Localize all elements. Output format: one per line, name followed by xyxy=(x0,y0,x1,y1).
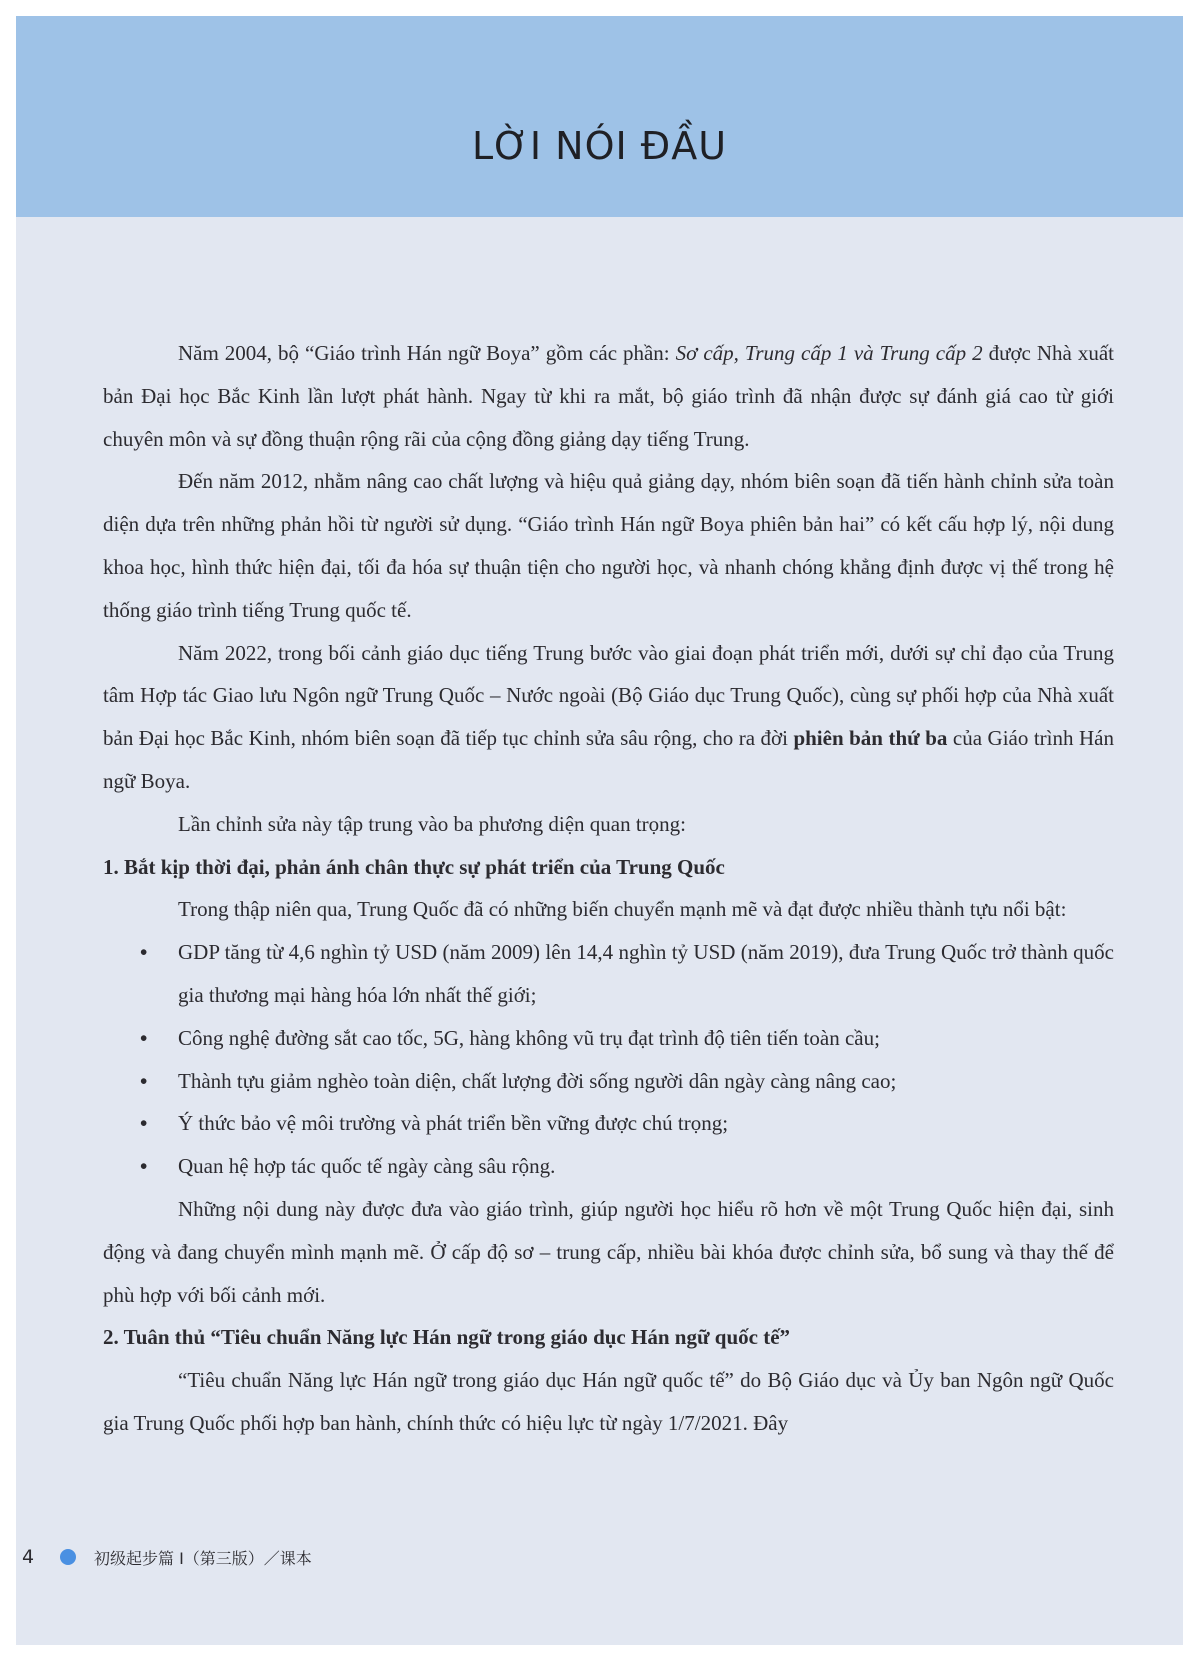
list-item xyxy=(103,1145,1114,1188)
list-item-text: Quan hệ hợp tác quốc tế ngày càng sâu rộng. xyxy=(178,1154,556,1179)
list-item-text: Ý thức bảo vệ môi trường và phát triển bền vững được chú trọng; xyxy=(178,1111,729,1136)
book-title: 初级起步篇 I（第三版）／课本 xyxy=(94,1548,312,1568)
paragraph-2: Đến năm 2012, nhằm nâng cao chất lượng và hiệu quả giảng dạy, nhóm biên soạn đã tiến hành chỉnh sửa toàn diện dựa trên những phản hồi từ người sử dụng. “Giáo trình Hán ngữ Boya phiên bản hai” có kết cấu hợp lý, nội dung khoa học, hình thức hiện đại, tối đa hóa sự thuận tiện cho người học, và nhanh chóng khẳng định được vị thế trong hệ thống giáo trình tiếng Trung quốc tế. xyxy=(103,469,1114,622)
circle-marker-icon xyxy=(60,1549,76,1565)
bullet-icon: • xyxy=(140,1068,148,1093)
bullet-icon: • xyxy=(140,1111,148,1136)
section-heading-2: 2. Tuân thủ “Tiêu chuẩn Năng lực Hán ngữ trong giáo dục Hán ngữ quốc tế” xyxy=(103,1325,791,1350)
achievement-list xyxy=(103,931,1114,1188)
bullet-icon: • xyxy=(140,1025,148,1050)
section-heading-1: 1. Bắt kịp thời đại, phản ánh chân thực sự phát triển của Trung Quốc xyxy=(103,854,725,879)
list-item xyxy=(103,1060,1114,1103)
list-item xyxy=(103,931,1114,1017)
paragraph-3-text-b: của Giáo trình Hán ngữ Boya. xyxy=(103,726,1114,793)
body-text xyxy=(103,332,1114,1445)
paragraph-1-italic: Sơ cấp, Trung cấp 1 và Trung cấp 2 xyxy=(675,341,983,365)
bullet-icon: • xyxy=(140,1154,148,1179)
paragraph-5: Trong thập niên qua, Trung Quốc đã có những biến chuyển mạnh mẽ và đạt được nhiều thành tựu nổi bật: xyxy=(178,897,1067,922)
paragraph-1-text-b: được Nhà xuất bản Đại học Bắc Kinh lần lượt phát hành. Ngay từ khi ra mắt, bộ giáo trình đã nhận được sự đánh giá cao từ giới chuyên môn và sự đồng thuận rộng rãi của cộng đồng giảng dạy tiếng Trung. xyxy=(103,341,1114,451)
page xyxy=(16,16,1183,1645)
bullet-icon: • xyxy=(140,940,148,965)
paragraph-3-bold: phiên bản thứ ba xyxy=(793,726,948,751)
paragraph-1-text-a: Năm 2004, bộ “Giáo trình Hán ngữ Boya” gồm các phần: xyxy=(178,341,676,365)
list-item-text: Thành tựu giảm nghèo toàn diện, chất lượng đời sống người dân ngày càng nâng cao; xyxy=(178,1068,897,1093)
list-item xyxy=(103,1017,1114,1060)
paragraph-3 xyxy=(103,632,1114,803)
paragraph-6: Những nội dung này được đưa vào giáo trình, giúp người học hiểu rõ hơn về một Trung Quốc hiện đại, sinh động và đang chuyển mình mạnh mẽ. Ở cấp độ sơ – trung cấp, nhiều bài khóa được chỉnh sửa, bổ sung và thay thế để phù hợp với bối cảnh mới. xyxy=(103,1196,1114,1307)
header-band xyxy=(16,16,1183,217)
page-footer xyxy=(22,1542,312,1572)
page-number: 4 xyxy=(22,1546,35,1568)
paragraph-7: “Tiêu chuẩn Năng lực Hán ngữ trong giáo dục Hán ngữ quốc tế” do Bộ Giáo dục và Ủy ban Ngôn ngữ Quốc gia Trung Quốc phối hợp ban hành, chính thức có hiệu lực từ ngày 1/7/2021. Đây xyxy=(103,1368,1114,1435)
list-item-text: GDP tăng từ 4,6 nghìn tỷ USD (năm 2009) lên 14,4 nghìn tỷ USD (năm 2019), đưa Trung Quốc trở thành quốc gia thương mại hàng hóa lớn nhất thế giới; xyxy=(178,940,1114,1007)
list-item xyxy=(103,1102,1114,1145)
paragraph-1 xyxy=(103,332,1114,460)
page-title: LỜI NÓI ĐẦU xyxy=(471,124,728,168)
paragraph-3-text-a: Năm 2022, trong bối cảnh giáo dục tiếng Trung bước vào giai đoạn phát triển mới, dưới sự chỉ đạo của Trung tâm Hợp tác Giao lưu Ngôn ngữ Trung Quốc – Nước ngoài (Bộ Giáo dục Trung Quốc), cùng sự phối hợp của Nhà xuất bản Đại học Bắc Kinh, nhóm biên soạn đã tiếp tục chỉnh sửa sâu rộng, cho ra đời xyxy=(103,640,1114,751)
paragraph-4: Lần chỉnh sửa này tập trung vào ba phương diện quan trọng: xyxy=(178,811,686,836)
list-item-text: Công nghệ đường sắt cao tốc, 5G, hàng không vũ trụ đạt trình độ tiên tiến toàn cầu; xyxy=(178,1025,880,1050)
